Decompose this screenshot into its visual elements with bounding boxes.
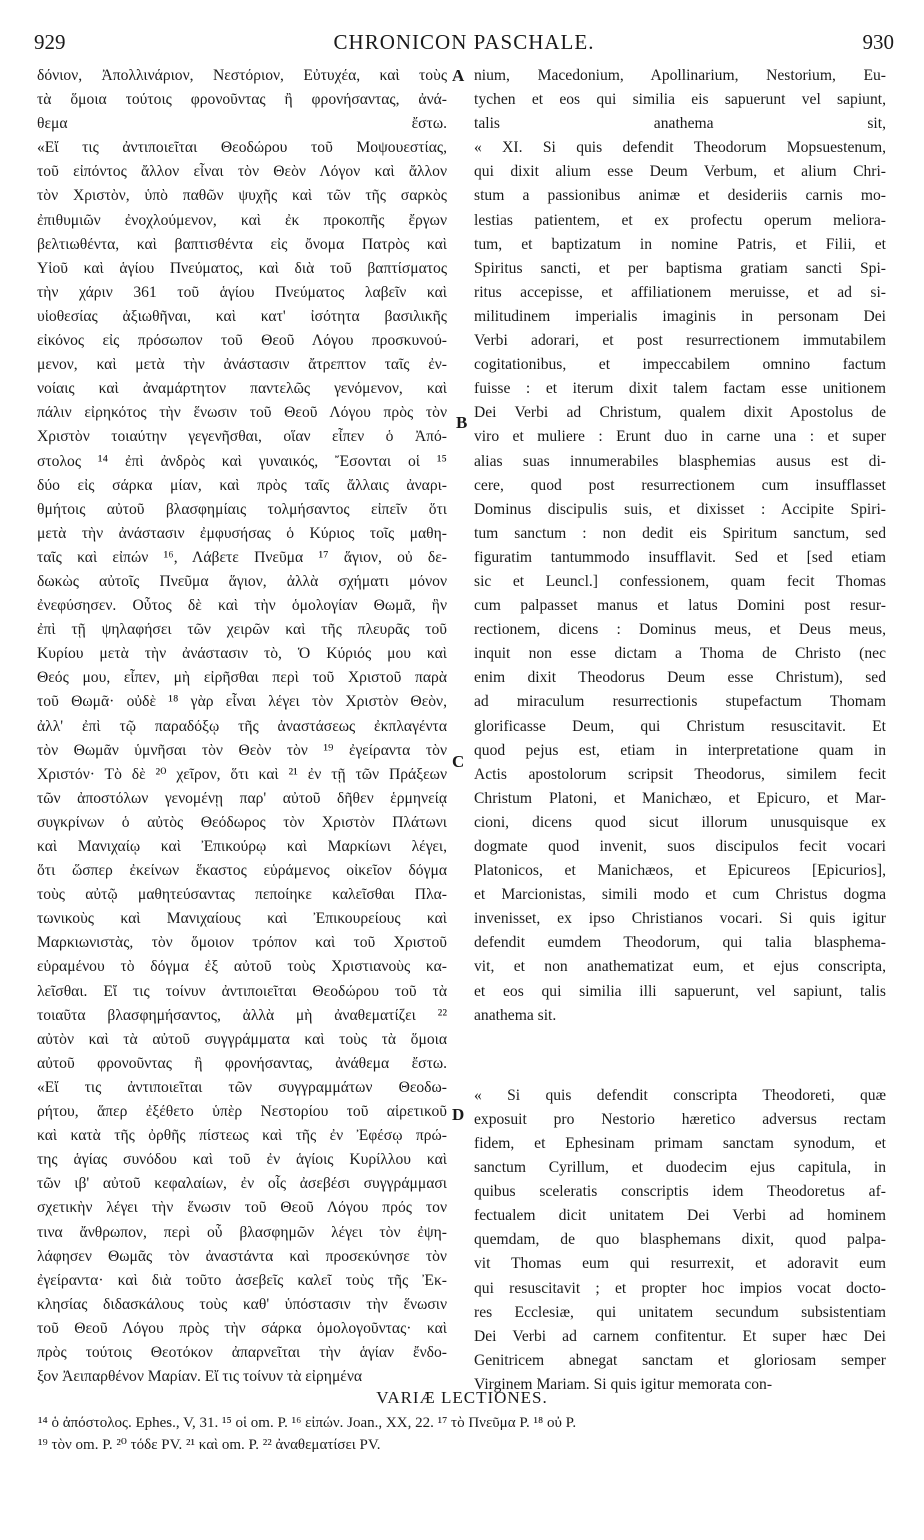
latin-text-line: et Marcionistas, simili modo et cum Christus dogma: [474, 886, 886, 904]
margin-marker-b: B: [456, 413, 468, 432]
greek-text-line: Χριστὸν τοιαύτην γεγενῆσθαι, οἵαν εἶπεν ὁ Ἀπό-: [37, 428, 447, 446]
greek-text-line: σχετικὴν λέγει τὴν ἕνωσιν τοῦ Θεοῦ Λόγου πρός τον: [37, 1199, 447, 1217]
latin-text-line: cum palpasset manus et latus Domini post resur-: [474, 597, 886, 615]
greek-text-line: βελτιωθέντα, καὶ βαπτισθέντα εἰς ὄνομα Πατρὸς καὶ: [37, 235, 447, 253]
greek-text-line: πρὸς τούτοις Θεοτόκον ἀπαρνεῖται τὴν ἁγίαν ἔνδο-: [37, 1343, 447, 1361]
greek-text-line: τῶν ιβ' αὐτοῦ κεφαλαίων, ἐν οἷς ἀσεβέσι συγγράμμασι: [37, 1175, 447, 1193]
greek-text-line: δωκὼς αὐτοῖς Πνεῦμα ἅγιον, ἀλλὰ σχήματι μόνον: [37, 572, 447, 590]
greek-text-line: καὶ κατὰ τῆς ὀρθῆς πίστεως καὶ τῆς ἐν Ἐφέσῳ πρώ-: [37, 1127, 447, 1145]
greek-text-line: θεμα ἔστω.: [37, 115, 447, 133]
latin-text-line: Actis apostolorum scripsit Theodorus, similem fecit: [474, 765, 886, 783]
latin-text-line: quemdam, de quo blasphemans dixit, quod palpa-: [474, 1231, 886, 1249]
latin-text-line: alias suas innumerabiles blasphemias ausus est di-: [474, 452, 886, 470]
latin-column: [474, 64, 886, 1397]
greek-text-line: λάφησεν Θωμᾶς τὸν ἀναστάντα καὶ προσεκύνησε τὸν: [37, 1247, 447, 1265]
latin-text-line: qui resuscitavit ; et propter hoc impios vocat docto-: [474, 1279, 886, 1297]
latin-text-line: fectualem dicit unitatem Dei Verbi ad hominem: [474, 1207, 886, 1225]
greek-text-line: τοὺς αὐτῷ μαθητεύσαντας πεποίηκε καλεῖσθαι Πλα-: [37, 886, 447, 904]
greek-text-line: τὰ ὅμοια τούτοις φρονοῦντας ἢ φρονήσαντας, ἀνά-: [37, 91, 447, 109]
latin-text-line: viro et muliere : Erunt duo in carne una : et super: [474, 428, 886, 446]
latin-text-line: qui dixit alium esse Deum Verbum, et alium Chri-: [474, 163, 886, 181]
latin-text-line: et eos qui similia illi sapuerunt, vel sapiunt, talis: [474, 982, 886, 1000]
latin-text-line: « Si quis defendit conscripta Theodoreti, quæ: [474, 1086, 886, 1104]
latin-text-line: Dei Verbi ad Christum, qualem dixit Apostolus de: [474, 404, 886, 422]
greek-text-line: μετὰ τὴν ἀνάστασιν ἐμφυσήσας ὁ Κύριος τοῖς μαθη-: [37, 524, 447, 542]
latin-paragraphs-1: [474, 64, 886, 1028]
latin-text-line: cioni, dicens quod sicut illorum unusquisque ex: [474, 813, 886, 831]
greek-text-line: ρήτου, ἅπερ ἐξέθετο ὑπὲρ Νεστορίου τοῦ αἱρετικοῦ: [37, 1103, 447, 1121]
latin-text-line: stum a passionibus animæ et desideriis carnis mo-: [474, 187, 886, 205]
latin-text-line: rectionem, dicens : Dominus meus, et Deus meus,: [474, 621, 886, 639]
latin-text-line: Genitricem abnegat sanctam et gloriosam semper: [474, 1351, 886, 1369]
greek-text-line: αὐτὸν καὶ τὰ αὐτοῦ συγγράμματα καὶ τοὺς τὰ ὅμοια: [37, 1030, 447, 1048]
greek-text-line: ὅτι ὥσπερ ἐκείνων ἕκαστος εὑράμενος οἰκεῖον δόγμα: [37, 862, 447, 880]
greek-text-line: υἱοθεσίας ἀξιωθῆναι, καὶ κατ' ἰσότητα βασιλικῆς: [37, 307, 447, 325]
greek-text-line: αὐτοῦ φρονοῦντας ἢ φρονήσαντας, ἀνάθεμα ἔστω.: [37, 1054, 447, 1072]
latin-text-line: tychen et eos qui similia eis sapuerunt vel sapiunt,: [474, 91, 886, 109]
greek-column: [37, 64, 447, 1389]
greek-text-line: της ἁγίας συνόδου καὶ τοῦ ἐν ἁγίοις Κυρίλλου καὶ: [37, 1151, 447, 1169]
latin-text-line: sic et Leuncl.] confessionem, quam fecit Thomas: [474, 572, 886, 590]
latin-text-line: lestias patientem, et ex profectu operum meliora-: [474, 211, 886, 229]
latin-text-line: inquit non esse dictam a Thoma de Christo (nec: [474, 645, 886, 663]
latin-text-line: ad miraculum resurrectionis stupefactum Thomam: [474, 693, 886, 711]
column-gap: [474, 1028, 886, 1084]
greek-text-line: ἐγείραντα· καὶ διὰ τοῦτο ἀσεβεῖς καλεῖ τοὺς τῆς Ἐκ-: [37, 1271, 447, 1289]
running-title: CHRONICON PASCHALE.: [333, 30, 595, 54]
greek-text-line: θμήτοις αὐτοῦ βλασφημίαις τολμήσαντος εἰπεῖν ὅτι: [37, 500, 447, 518]
latin-text-line: militudinem imperialis imaginis in personam Dei: [474, 307, 886, 325]
latin-text-line: « XI. Si quis defendit Theodorum Mopsuestenum,: [474, 139, 886, 157]
greek-text-line: πάλιν εἰρηκότος τὴν ἕνωσιν τοῦ Θεοῦ Λόγου πρὸς τὸν: [37, 404, 447, 422]
latin-text-line: Platonicos, et Manichæos, et Epicureos [Epicurios],: [474, 862, 886, 880]
latin-text-line: exposuit pro Nestorio hæretico adversus rectam: [474, 1110, 886, 1128]
variant-reading-line: ¹⁴ ὁ ἀπόστολος. Ephes., V, 31. ¹⁵ οἱ om. P. ¹⁶ εἰπών. Joan., XX, 22. ¹⁷ τὸ Πνεῦμα P. ¹⁸ οὐ P.: [38, 1415, 577, 1431]
latin-text-line: enim dixit Theodorus Deum esse Christum), sed: [474, 669, 886, 687]
greek-text-line: εἰκόνος εἰς πρόσωπον τοῦ Θεοῦ Λόγου προσκυνού-: [37, 332, 447, 350]
latin-text-line: Spiritus sancti, et per baptisma gratiam sancti Spi-: [474, 259, 886, 277]
latin-text-line: Christum Platoni, et Manichæo, et Epicuro, et Mar-: [474, 789, 886, 807]
margin-marker-c: C: [452, 752, 465, 771]
variae-lectiones-title: VARIÆ LECTIONES.: [376, 1388, 548, 1407]
latin-text-line: Verbi adorari, et post resurrectionem immutabilem: [474, 332, 886, 350]
greek-text-line: τοῦ Θωμᾶ· οὐδὲ ¹⁸ γὰρ εἶναι λέγει τὸν Χριστὸν Θεὸν,: [37, 693, 447, 711]
greek-text-line: Υἱοῦ καὶ ἁγίου Πνεύματος, καὶ διὰ τοῦ βαπτίσματος: [37, 259, 447, 277]
latin-text-line: quod pejus est, etiam in interpretatione quam in: [474, 741, 886, 759]
greek-text-line: «Εἴ τις ἀντιποιεῖται τῶν συγγραμμάτων Θεοδω-: [37, 1078, 447, 1096]
latin-text-line: quibus sceleratis conscriptis idem Theodoretus af-: [474, 1183, 886, 1201]
latin-text-line: vit, et non anathematizat eum, et ejus conscripta,: [474, 958, 886, 976]
greek-text-line: ἐνεφύσησεν. Οὗτος δὲ καὶ τὴν ὁμολογίαν Θωμᾶ, ἣν: [37, 597, 447, 615]
latin-text-line: ritus accepisse, et affiliationem meruisse, et ad si-: [474, 283, 886, 301]
latin-text-line: Dei Verbi ad carnem confitentur. Et super hæc Dei: [474, 1327, 886, 1345]
greek-text-line: κλησίας διδασκάλους τοὺς καθ' ὑπόστασιν τὴν ἕνωσιν: [37, 1295, 447, 1313]
latin-text-line: Virginem Mariam. Si quis igitur memorata con-: [474, 1375, 773, 1393]
greek-text-line: καὶ Μανιχαίῳ καὶ Ἐπικούρῳ καὶ Μαρκίωνι λέγει,: [37, 838, 447, 855]
latin-text-line: fuisse : et iterum dixit talem factam esse unitionem: [474, 380, 886, 398]
greek-text-line: τὸν Θωμᾶν ὑμνῆσαι τὸν Θεὸν τὸν ¹⁹ ἐγείραντα τὸν: [37, 741, 447, 759]
latin-text-line: cogitationibus, et impeccabilem omnino factum: [474, 356, 886, 374]
latin-text-line: invenisset, ex ipso Christianos vocari. Si quis igitur: [474, 910, 886, 928]
greek-text-line: μενον, καὶ μετὰ τὴν ἀνάστασιν ἄτρεπτον ταῖς ἐν-: [37, 356, 447, 374]
latin-text-line: nium, Macedonium, Apollinarium, Nestorium, Eu-: [474, 67, 886, 84]
latin-text-line: vit Thomas eum qui resurrexit, et adoravit eum: [474, 1255, 886, 1273]
greek-text-line: τοῦ εἰπόντος ἄλλον εἶναι τὸν Θεὸν Λόγον καὶ ἄλλον: [37, 163, 447, 181]
greek-text-line: δόνιον, Ἀπολλινάριον, Νεστόριον, Εὐτυχέα, καὶ τοὺς: [37, 67, 447, 84]
greek-text-line: Χριστόν· Τὸ δὲ ²⁰ χεῖρον, ὅτι καὶ ²¹ ἐν τῇ τῶν Πράξεων: [37, 765, 447, 783]
greek-text-line: εὑραμένου τὸ δόγμα ἐξ αὐτοῦ τοὺς Χριστιανοὺς κα-: [37, 958, 447, 976]
greek-text-line: τωνικοὺς καὶ Μανιχαίους καὶ Ἐπικουρείους καὶ: [37, 910, 447, 928]
latin-text-line: fidem, et Ephesinam primam sanctam synodum, et: [474, 1134, 886, 1152]
latin-text-line: anathema sit.: [474, 1006, 557, 1024]
latin-text-line: tum sanctum : non dedit eis Spiritum sanctum, sed: [474, 524, 886, 542]
greek-text-line: τινα ἄνθρωπον, περὶ οὗ βλασφημῶν λέγει τὸν ἐψη-: [37, 1223, 447, 1241]
greek-text-line: Κυρίου μετὰ τὴν ἀνάστασιν τὸ, Ὁ Κύριός μου καὶ: [37, 645, 447, 663]
latin-text-line: tum, et baptizatum in nomine Patris, et Filii, et: [474, 235, 886, 253]
greek-text-line: τὴν χάριν 361 τοῦ ἁγίου Πνεύματος λαβεῖν καὶ: [37, 283, 447, 301]
latin-text-line: talis anathema sit,: [474, 115, 886, 133]
greek-text-line: τῶν ἀποστόλων γενομένῃ παρ' αὐτοῦ δῆθεν ἑρμηνείᾳ: [37, 789, 447, 807]
latin-text-line: defendit eumdem Theodorum, qui talia blasphema-: [474, 934, 886, 952]
greek-text-line: ξον Ἀειπαρθένον Μαρίαν. Εἴ τις τοίνυν τὰ εἰρημένα: [37, 1368, 363, 1386]
latin-text-line: cere, quod post resurrectionem cum insufflasset: [474, 476, 886, 494]
latin-text-line: Dominus discipulis suis, et dixisset : Accipite Spiri-: [474, 500, 886, 518]
latin-text-line: glorificasse Deum, qui Christum resuscitavit. Et: [474, 717, 886, 735]
page-number-left: 929: [34, 30, 66, 54]
margin-marker-d: D: [452, 1105, 465, 1124]
greek-text-line: ἐπὶ τῇ ψηλαφήσει τῶν χειρῶν καὶ τῆς πλευρᾶς τοῦ: [37, 621, 447, 639]
greek-text-line: Μαρκιωνιστὰς, τὸν ὅμοιον τρόπον καὶ τοῦ Χριστοῦ: [37, 934, 447, 952]
greek-text-line: τὸν Χριστὸν, ὑπὸ παθῶν ψυχῆς καὶ τῶν τῆς σαρκὸς: [37, 187, 447, 205]
page-header: [34, 30, 894, 56]
greek-text-line: ἀλλ' ἐπὶ τῷ παραδόξῳ τῆς ἀναστάσεως ἐκπλαγέντα: [37, 717, 447, 735]
greek-text-line: λεῖσθαι. Εἴ τις τοίνυν ἀντιποιεῖται Θεοδώρου τοῦ τὰ: [37, 982, 447, 1000]
latin-text-line: res Ecclesiæ, qui unitatem secundum subsistentiam: [474, 1303, 886, 1321]
greek-text-line: στολος ¹⁴ ἐπὶ ἀνδρὸς καὶ γυναικός, Ἔσονται οἱ ¹⁵: [37, 452, 447, 470]
latin-text-line: figuratim tantummodo insufflavit. Sed et [sed etiam: [474, 548, 886, 566]
page-number-right: 930: [862, 30, 894, 54]
greek-text-line: νοίαις καὶ ἀναμάρτητον παντελῶς γενόμενον, καὶ: [37, 380, 447, 398]
greek-text-line: ταῖς καὶ εἰπών ¹⁶, Λάβετε Πνεῦμα ¹⁷ ἅγιον, οὐ δε-: [37, 548, 447, 566]
greek-text-line: «Εἴ τις ἀντιποιεῖται Θεοδώρου τοῦ Μοψουεστίας,: [37, 139, 447, 157]
greek-text-line: τοῦ Θεοῦ Λόγου πρὸς τὴν σάρκα ὁμολογοῦντας· καὶ: [37, 1319, 447, 1337]
greek-text-line: Θεός μου, εἶπεν, μὴ εἰρῆσθαι περὶ τοῦ Χριστοῦ παρὰ: [37, 669, 447, 687]
variae-lectiones: [38, 1412, 898, 1456]
greek-text-line: τοιαῦτα βλασφημήσαντος, ἀλλὰ μὴ ἀναθεματίζει ²²: [37, 1006, 447, 1024]
greek-text-line: ἐπιθυμιῶν ἐνοχλούμενον, καὶ ἐκ προκοπῆς ἔργων: [37, 211, 447, 229]
latin-text-line: dogmate quod invenit, suos discipulos fecit vocari: [474, 838, 886, 855]
greek-text-line: συγκρίνων ὁ αὐτὸς Θεόδωρος τὸν Χριστὸν Πλάτωνι: [37, 813, 447, 831]
greek-text-line: δύο εἰς σάρκα μίαν, καὶ πρὸς ταῖς ἄλλαις ἀναρι-: [37, 476, 447, 494]
latin-paragraphs-2: [474, 1084, 886, 1397]
variant-reading-line: ¹⁹ τὸν om. P. ²⁰ τόδε PV. ²¹ καὶ om. P. ²² ἀναθεματίσει PV.: [38, 1437, 381, 1453]
margin-marker-a: A: [452, 66, 465, 85]
latin-text-line: sanctum Cyrillum, et duodecim ejus capitula, in: [474, 1159, 886, 1177]
